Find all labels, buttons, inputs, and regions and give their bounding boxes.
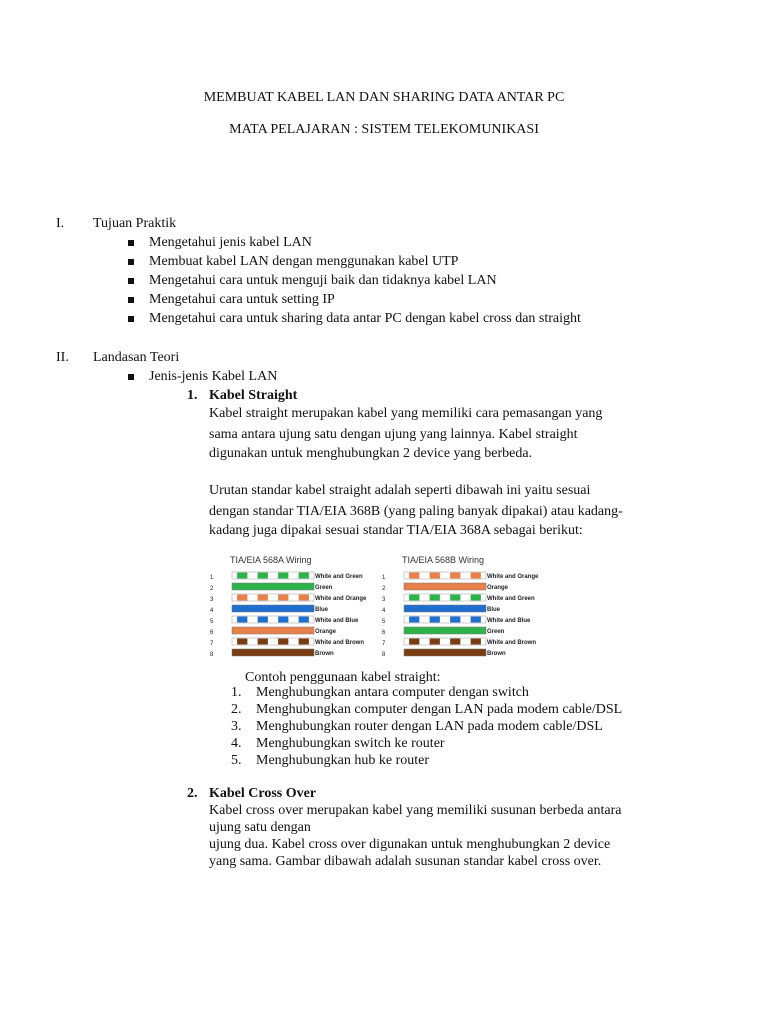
bullet-icon bbox=[128, 259, 134, 265]
wire-stripe bbox=[450, 573, 460, 579]
wire-stripe bbox=[450, 617, 460, 623]
wire-label: Brown bbox=[487, 651, 506, 657]
wire-stripe bbox=[258, 595, 268, 601]
wiring-title: TIA/EIA 568A Wiring bbox=[230, 555, 312, 565]
list-item: Mengetahui jenis kabel LAN bbox=[149, 235, 312, 250]
wire-label: Brown bbox=[315, 651, 334, 657]
wire-stripe bbox=[278, 639, 288, 645]
subsection-number: 2. bbox=[187, 786, 198, 801]
list-item: Mengetahui cara untuk setting IP bbox=[149, 292, 335, 307]
example-heading: Contoh penggunaan kabel straight: bbox=[245, 670, 441, 685]
wire-stripe bbox=[278, 573, 288, 579]
list-item: Mengetahui cara untuk menguji baik dan tidaknya kabel LAN bbox=[149, 273, 497, 288]
wire-label: Green bbox=[315, 585, 333, 591]
paragraph-line: yang sama. Gambar dibawah adalah susunan standar kabel cross over. bbox=[209, 854, 602, 869]
pin-number: 6 bbox=[382, 630, 386, 636]
wire-label: White and Green bbox=[487, 596, 535, 602]
wire-label: White and Orange bbox=[487, 574, 539, 580]
pin-number: 7 bbox=[210, 641, 214, 647]
pin-number: 3 bbox=[210, 597, 214, 603]
pin-number: 1 bbox=[210, 575, 214, 581]
pin-number: 4 bbox=[382, 608, 386, 614]
wire-label: Green bbox=[487, 629, 505, 635]
wire-stripe bbox=[430, 617, 440, 623]
section-number: I. bbox=[56, 216, 65, 231]
bullet-icon bbox=[128, 374, 134, 380]
wire-stripe bbox=[471, 617, 481, 623]
wire-stripe bbox=[409, 573, 419, 579]
wire-stripe bbox=[258, 639, 268, 645]
example-item: Menghubungkan switch ke router bbox=[256, 736, 445, 751]
wire-stripe bbox=[409, 617, 419, 623]
subsection-title: Kabel Cross Over bbox=[209, 786, 317, 801]
wire-label: White and Brown bbox=[487, 640, 536, 646]
example-item: Menghubungkan hub ke router bbox=[256, 753, 430, 768]
wire-solid bbox=[404, 583, 486, 590]
wire-label: Orange bbox=[315, 629, 337, 635]
wire-stripe bbox=[237, 573, 247, 579]
list-item: Mengetahui cara untuk sharing data antar PC dengan kabel cross dan straight bbox=[149, 311, 581, 326]
example-item: Menghubungkan router dengan LAN pada modem cable/DSL bbox=[256, 719, 603, 734]
paragraph-line: ujung dua. Kabel cross over digunakan untuk menghubungkan 2 device bbox=[209, 837, 611, 852]
wire-solid bbox=[232, 605, 314, 612]
wire-solid bbox=[232, 649, 314, 656]
wire-solid bbox=[232, 627, 314, 634]
wire-stripe bbox=[409, 639, 419, 645]
wiring-title: TIA/EIA 568B Wiring bbox=[402, 555, 485, 565]
section-number: II. bbox=[56, 350, 69, 365]
paragraph-line: Kabel straight merupakan kabel yang memiliki cara pemasangan yang bbox=[209, 406, 603, 421]
wire-solid bbox=[404, 605, 486, 612]
wire-stripe bbox=[299, 639, 309, 645]
wire-solid bbox=[232, 583, 314, 590]
example-number: 3. bbox=[231, 719, 242, 734]
wire-label: White and Orange bbox=[315, 596, 367, 602]
wire-stripe bbox=[471, 573, 481, 579]
wire-stripe bbox=[237, 617, 247, 623]
subsection-number: 1. bbox=[187, 388, 198, 403]
wire-stripe bbox=[430, 595, 440, 601]
wire-solid bbox=[404, 627, 486, 634]
wire-stripe bbox=[237, 639, 247, 645]
paragraph-line: Kabel cross over merupakan kabel yang memiliki susunan berbeda antara bbox=[209, 803, 622, 818]
pin-number: 7 bbox=[382, 641, 386, 647]
wire-stripe bbox=[299, 617, 309, 623]
wire-label: Orange bbox=[487, 585, 509, 591]
example-number: 1. bbox=[231, 685, 242, 700]
wire-stripe bbox=[450, 639, 460, 645]
list-item: Membuat kabel LAN dengan menggunakan kabel UTP bbox=[149, 254, 459, 269]
example-number: 5. bbox=[231, 753, 242, 768]
paragraph-line: dengan standar TIA/EIA 368B (yang paling banyak dipakai) atau kadang- bbox=[209, 504, 623, 519]
pin-number: 5 bbox=[382, 619, 386, 625]
paragraph-line: sama antara ujung satu dengan ujung yang lainnya. Kabel straight bbox=[209, 427, 578, 442]
wire-stripe bbox=[299, 573, 309, 579]
wire-stripe bbox=[430, 639, 440, 645]
example-item: Menghubungkan computer dengan LAN pada modem cable/DSL bbox=[256, 702, 623, 717]
wire-label: White and Green bbox=[315, 574, 363, 580]
example-item: Menghubungkan antara computer dengan switch bbox=[256, 685, 529, 700]
wire-label: White and Blue bbox=[315, 618, 359, 624]
wire-label: White and Blue bbox=[487, 618, 531, 624]
bullet-icon bbox=[128, 278, 134, 284]
pin-number: 2 bbox=[382, 586, 386, 592]
wire-stripe bbox=[278, 595, 288, 601]
paragraph-line: ujung satu dengan bbox=[209, 820, 311, 835]
wire-stripe bbox=[471, 639, 481, 645]
wire-label: White and Brown bbox=[315, 640, 364, 646]
wire-stripe bbox=[471, 595, 481, 601]
paragraph-line: digunakan untuk menghubungkan 2 device yang berbeda. bbox=[209, 446, 533, 461]
wire-stripe bbox=[278, 617, 288, 623]
section-heading: Tujuan Praktik bbox=[93, 216, 177, 231]
pin-number: 5 bbox=[210, 619, 214, 625]
pin-number: 4 bbox=[210, 608, 214, 614]
example-number: 4. bbox=[231, 736, 242, 751]
wire-stripe bbox=[409, 595, 419, 601]
document-subtitle: MATA PELAJARAN : SISTEM TELEKOMUNIKASI bbox=[229, 122, 539, 137]
wire-label: Blue bbox=[487, 607, 501, 613]
section-heading: Landasan Teori bbox=[93, 350, 180, 365]
pin-number: 3 bbox=[382, 597, 386, 603]
paragraph-line: Urutan standar kabel straight adalah seperti dibawah ini yaitu sesuai bbox=[209, 483, 591, 498]
wire-label: Blue bbox=[315, 607, 329, 613]
wire-stripe bbox=[299, 595, 309, 601]
pin-number: 6 bbox=[210, 630, 214, 636]
bullet-icon bbox=[128, 240, 134, 246]
pin-number: 2 bbox=[210, 586, 214, 592]
list-item: Jenis-jenis Kabel LAN bbox=[149, 369, 278, 384]
wire-stripe bbox=[258, 573, 268, 579]
wire-solid bbox=[404, 649, 486, 656]
pin-number: 8 bbox=[210, 652, 214, 658]
wire-stripe bbox=[450, 595, 460, 601]
bullet-icon bbox=[128, 316, 134, 322]
document-title: MEMBUAT KABEL LAN DAN SHARING DATA ANTAR PC bbox=[203, 90, 565, 105]
wire-stripe bbox=[430, 573, 440, 579]
example-number: 2. bbox=[231, 702, 242, 717]
bullet-icon bbox=[128, 297, 134, 303]
pin-number: 8 bbox=[382, 652, 386, 658]
wiring-diagram bbox=[205, 550, 550, 662]
wire-stripe bbox=[258, 617, 268, 623]
subsection-title: Kabel Straight bbox=[209, 388, 298, 403]
paragraph-line: kadang juga dipakai sesuai standar TIA/EIA 368A sebagai berikut: bbox=[209, 523, 583, 538]
wire-stripe bbox=[237, 595, 247, 601]
pin-number: 1 bbox=[382, 575, 386, 581]
